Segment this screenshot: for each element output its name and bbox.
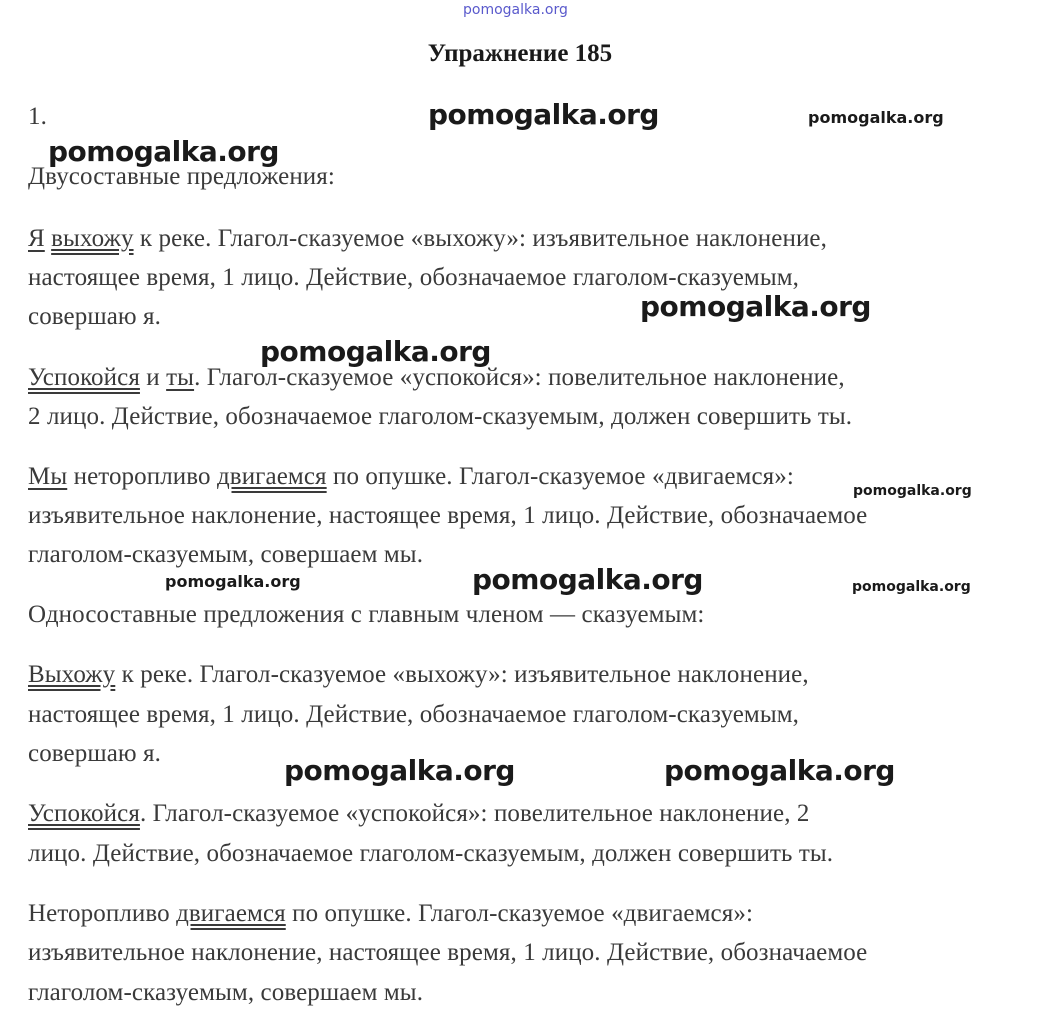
s2p1-line3: совершаю я. [28, 740, 161, 767]
s1p3-adverb: неторопливо [67, 463, 217, 490]
section-number: 1. [28, 103, 47, 130]
s1p3-line3: глаголом-сказуемым, совершаем мы. [28, 541, 424, 568]
predicate-word: выхожу [51, 225, 134, 252]
subject-word: Мы [28, 463, 68, 490]
watermark: pomogalka.org [664, 754, 895, 787]
s2p1-line1-text: к реке. Глагол-сказуемое «выхожу»: изъявительное наклонение, [115, 661, 809, 688]
page-title: Упражнение 185 [427, 40, 613, 67]
watermark: pomogalka.org [48, 135, 279, 168]
watermark: pomogalka.org [808, 108, 944, 127]
s1p2-line2: 2 лицо. Действие, обозначаемое глаголом-сказуемым, должен совершить ты. [28, 403, 853, 430]
s1p1-line1 [28, 225, 827, 253]
predicate-word: двигаемся [176, 900, 286, 927]
s1p1-line1-text: к реке. Глагол-сказуемое «выхожу»: изъявительное наклонение, [133, 225, 827, 252]
s1p3-line1-text: по опушке. Глагол-сказуемое «двигаемся»: [326, 463, 794, 490]
section1-heading: Двусоставные предложения: [28, 163, 335, 190]
s1p1-line2: настоящее время, 1 лицо. Действие, обозначаемое глаголом-сказуемым, [28, 264, 799, 291]
predicate-word: двигаемся [216, 463, 327, 490]
section2-heading: Односоставные предложения с главным членом — сказуемым: [28, 601, 705, 628]
watermark: pomogalka.org [640, 290, 871, 323]
predicate-word: Успокойся [28, 800, 140, 827]
watermark: pomogalka.org [852, 579, 971, 595]
s1p3-line2: изъявительное наклонение, настоящее время, 1 лицо. Действие, обозначаемое [28, 502, 868, 529]
s2p1-line2: настоящее время, 1 лицо. Действие, обозначаемое глаголом-сказуемым, [28, 701, 799, 728]
s2p3-line2: изъявительное наклонение, настоящее время, 1 лицо. Действие, обозначаемое [28, 939, 868, 966]
watermark: pomogalka.org [284, 754, 515, 787]
predicate-word: Успокойся [28, 364, 140, 391]
subject-word: Я [28, 225, 45, 252]
predicate-word: Выхожу [28, 661, 116, 688]
s1p3-line1 [28, 463, 794, 491]
s1p1-line3: совершаю я. [28, 303, 161, 330]
s1p2-line1-text: . Глагол-сказуемое «успокойся»: повелительное наклонение, [194, 364, 845, 391]
s2p2-line1-text: . Глагол-сказуемое «успокойся»: повелительное наклонение, 2 [139, 800, 810, 827]
s2p3-line1-text: по опушке. Глагол-сказуемое «двигаемся»: [285, 900, 753, 927]
s2p2-line1 [28, 800, 810, 828]
s2p2-line2: лицо. Действие, обозначаемое глаголом-сказуемым, должен совершить ты. [28, 840, 834, 867]
watermark: pomogalka.org [260, 335, 491, 368]
s1p2-conjunction: и [139, 364, 167, 391]
s1p2-line1 [28, 364, 845, 392]
s2p1-line1 [28, 661, 809, 689]
watermark: pomogalka.org [472, 563, 703, 596]
watermark: pomogalka.org [853, 483, 972, 499]
s2p3-line1 [28, 900, 753, 928]
watermark: pomogalka.org [165, 572, 301, 591]
s2p3-line3: глаголом-сказуемым, совершаем мы. [28, 979, 424, 1006]
watermark: pomogalka.org [428, 98, 659, 131]
subject-word: ты [166, 364, 195, 391]
s2p3-adverb: Неторопливо [28, 900, 177, 927]
watermark-top: pomogalka.org [463, 2, 568, 18]
